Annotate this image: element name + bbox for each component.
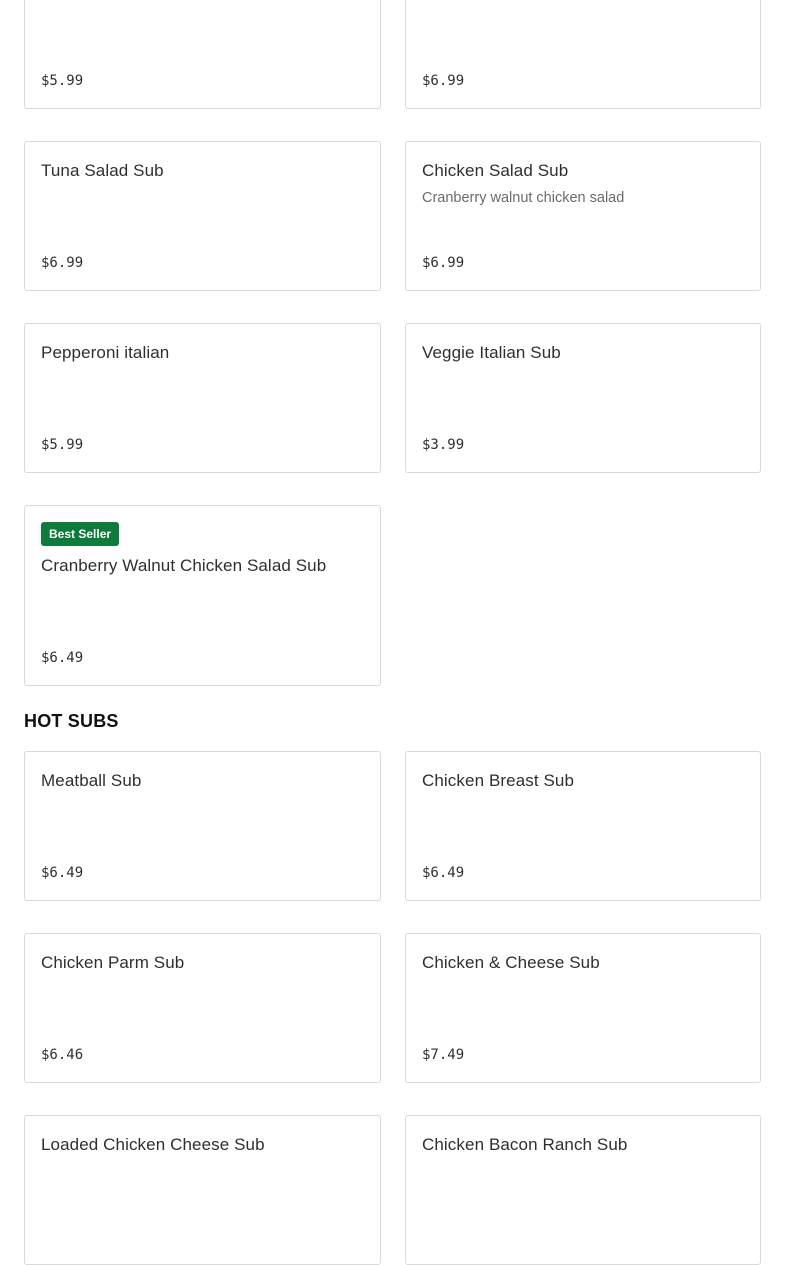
menu-item-card-meatball-sub[interactable]	[24, 751, 381, 901]
menu-item-card-cranberry-walnut-chicken-salad-sub[interactable]	[24, 505, 381, 686]
menu-item-title: Chicken & Cheese Sub	[422, 953, 600, 972]
menu-item-card[interactable]	[24, 0, 381, 109]
cold-subs-grid	[24, 0, 761, 686]
menu-item-price: $6.49	[41, 650, 84, 666]
menu-item-card-tuna-salad-sub[interactable]	[24, 141, 381, 291]
menu-item-title: Chicken Parm Sub	[41, 953, 185, 972]
menu-item-price: $6.49	[422, 865, 465, 881]
menu-item-price: $5.99	[41, 73, 84, 89]
menu-item-card-pepperoni-italian[interactable]	[24, 323, 381, 473]
menu-item-card-loaded-chicken-cheese-sub[interactable]	[24, 1115, 381, 1265]
menu-item-card-chicken-and-cheese-sub[interactable]	[405, 933, 761, 1083]
menu-item-title: Tuna Salad Sub	[41, 161, 164, 180]
menu-item-price: $7.49	[422, 1047, 465, 1063]
hot-subs-grid	[24, 751, 761, 1265]
menu-item-title: Chicken Salad Sub	[422, 161, 569, 180]
menu-item-card[interactable]	[405, 0, 761, 109]
menu-item-price: $3.99	[422, 437, 465, 453]
menu-item-price: $5.99	[41, 437, 84, 453]
menu-item-price: $6.99	[422, 73, 465, 89]
menu-item-card-chicken-parm-sub[interactable]	[24, 933, 381, 1083]
menu-item-price: $6.99	[422, 255, 465, 271]
menu-item-card-chicken-salad-sub[interactable]	[405, 141, 761, 291]
menu-item-description: Cranberry walnut chicken salad	[422, 190, 625, 206]
menu-item-title: Chicken Bacon Ranch Sub	[422, 1135, 628, 1154]
menu-item-card-chicken-breast-sub[interactable]	[405, 751, 761, 901]
best-seller-badge: Best Seller	[41, 522, 119, 546]
menu-item-price: $6.99	[41, 255, 84, 271]
menu-item-title: Chicken Breast Sub	[422, 771, 575, 790]
menu-item-title: Loaded Chicken Cheese Sub	[41, 1135, 265, 1154]
menu-item-card-chicken-bacon-ranch-sub[interactable]	[405, 1115, 761, 1265]
menu-item-price: $6.46	[41, 1047, 84, 1063]
menu-item-card-veggie-italian-sub[interactable]	[405, 323, 761, 473]
section-heading-hot-subs: HOT SUBS	[24, 711, 119, 731]
menu-item-title: Pepperoni italian	[41, 343, 170, 362]
menu-item-title: Cranberry Walnut Chicken Salad Sub	[41, 556, 327, 575]
menu-item-title: Meatball Sub	[41, 771, 142, 790]
menu-item-title: Veggie Italian Sub	[422, 343, 561, 362]
menu-item-price: $6.49	[41, 865, 84, 881]
